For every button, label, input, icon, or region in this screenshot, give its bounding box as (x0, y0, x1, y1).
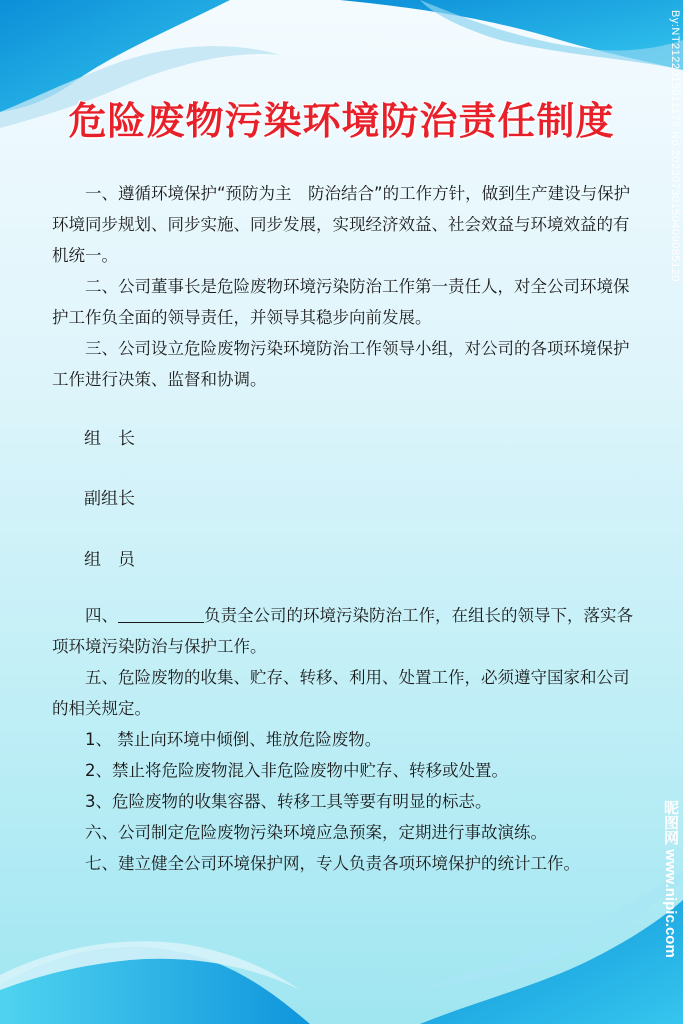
paragraph-3: 三、公司设立危险废物污染环境防治工作领导小组，对公司的各项环境保护工作进行决策、监督和协调。 (52, 339, 630, 389)
paragraph-4-prefix: 四、 (85, 606, 118, 625)
paragraph-4 (52, 600, 637, 662)
paragraph-7: 七、建立健全公司环境保护网，专人负责各项环境保护的统计工作。 (85, 854, 580, 873)
paragraph-5-item-1: 1、 禁止向环境中倾倒、堆放危险废物。 (85, 730, 382, 749)
page-title: 危险废物污染环境防治责任制度 (68, 98, 615, 143)
paragraph-1: 一、遵循环境保护“预防为主 防治结合”的工作方针，做到生产建设与保护环境同步规划、同步实施、同步发展，实现经济效益、社会效益与环境效益的有机统一。 (52, 184, 631, 265)
regulation-text-upper (52, 178, 637, 395)
paragraph-6: 六、公司制定危险废物污染环境应急预案，定期进行事故演练。 (85, 823, 547, 842)
role-member: 组 员 (84, 550, 135, 570)
paragraph-5: 五、危险废物的收集、贮存、转移、利用、处置工作，必须遵守国家和公司的相关规定。 (52, 668, 630, 718)
paragraph-5-item-3: 3、危险废物的收集容器、转移工具等要有明显的标志。 (85, 792, 492, 811)
role-leader: 组 长 (84, 429, 135, 449)
role-deputy-leader: 副组长 (84, 489, 135, 509)
paragraph-5-item-2: 2、禁止将危险废物混入非危险废物中贮存、转移或处置。 (85, 761, 508, 780)
site-watermark: 昵图网 www.nipic.com (662, 800, 679, 958)
id-watermark: By:NT2122015011179 No.20230730150409085120 (669, 10, 681, 282)
regulation-text-lower (52, 600, 637, 879)
paragraph-4-suffix: 负责全公司的环境污染防治工作，在组长的领导下，落实各项环境污染防治与保护工作。 (52, 606, 633, 656)
paragraph-2: 二、公司董事长是危险废物环境污染防治工作第一责任人，对全公司环境保护工作负全面的领导责任，并领导其稳步向前发展。 (52, 277, 630, 327)
fill-in-blank (118, 604, 204, 623)
